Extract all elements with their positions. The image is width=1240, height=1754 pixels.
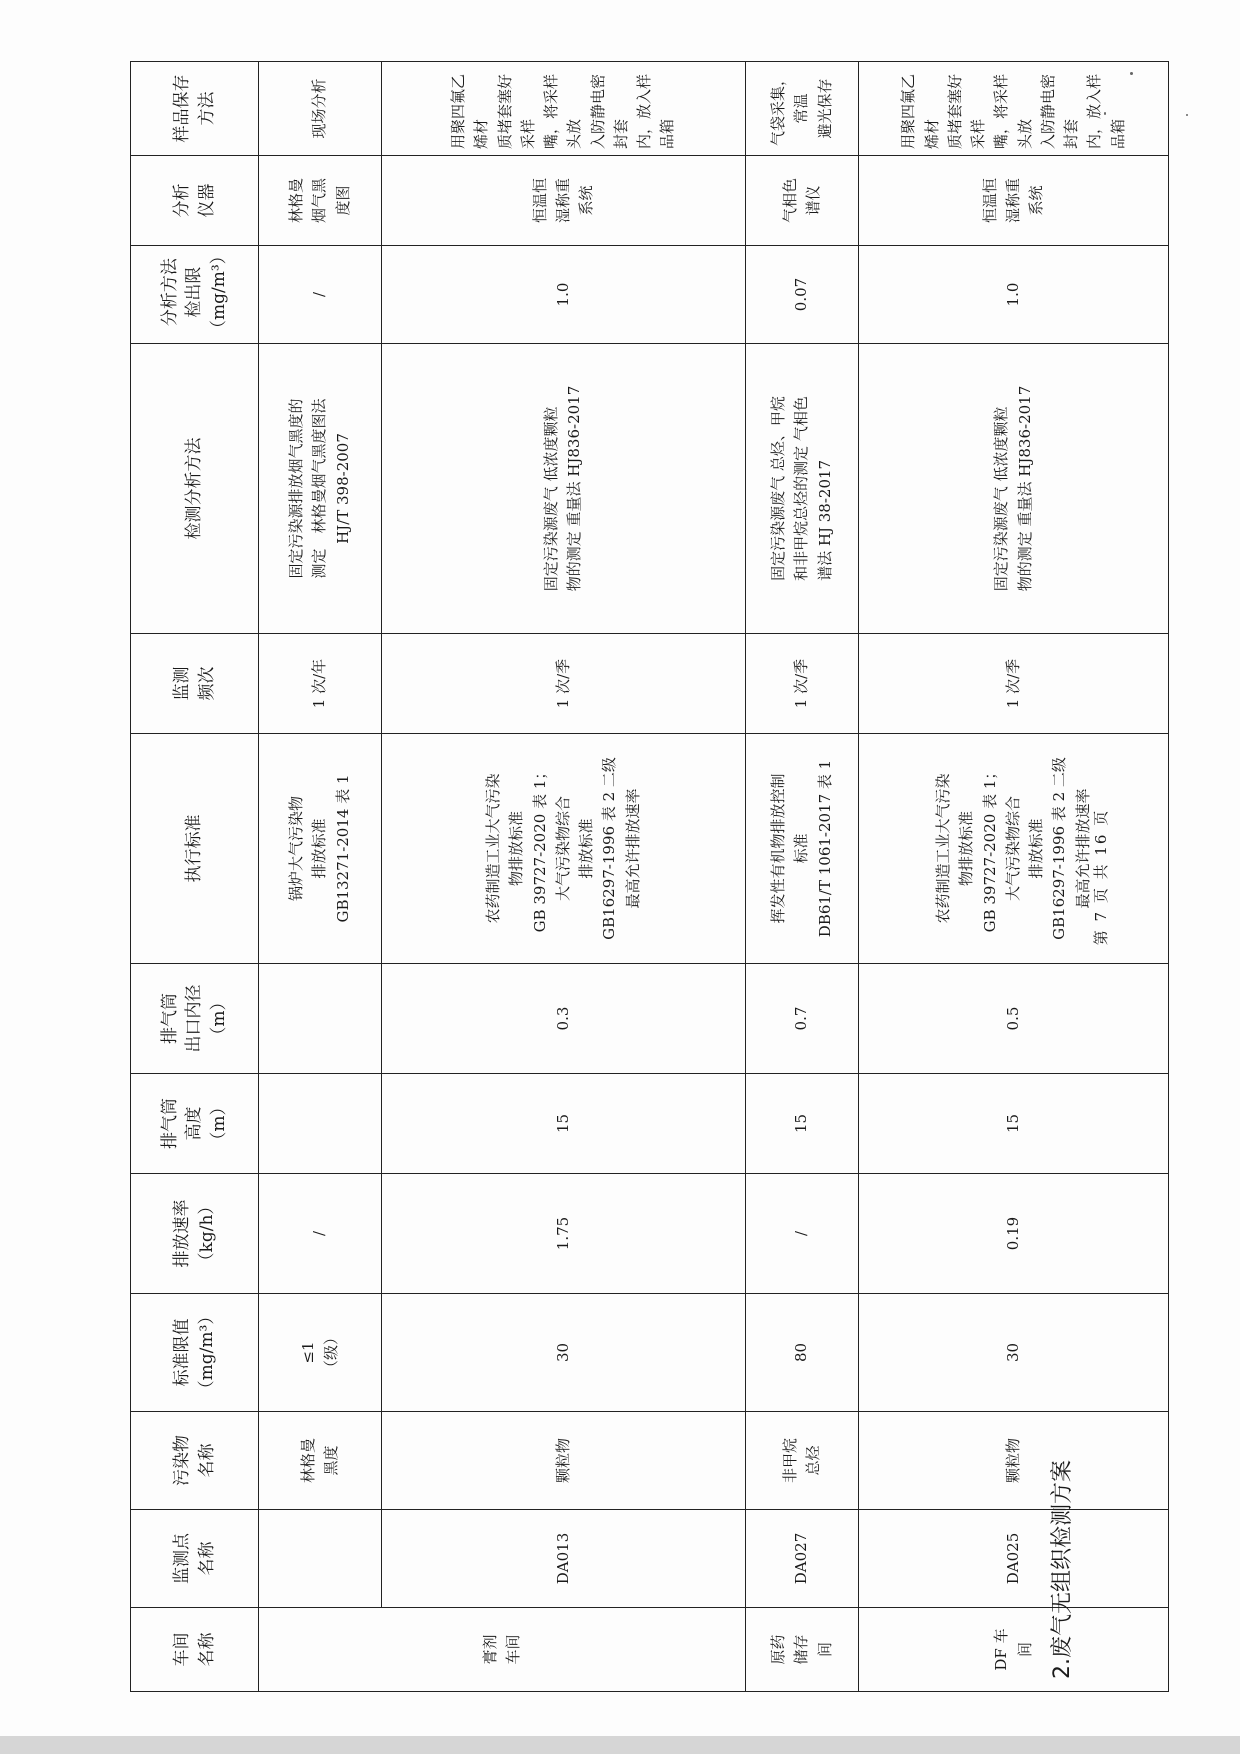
- table-row: [859, 62, 1169, 1692]
- cell-workshop: DF 车 间: [859, 1608, 1169, 1692]
- header-detection-limit: 分析方法 检出限 （mg/m³）: [131, 246, 259, 344]
- cell-storage: 用聚四氟乙烯材 质堵套塞好采样 嘴，将采样头放 入防静电密封套 内，放入样品箱: [859, 62, 1169, 156]
- scan-speck: [1104, 112, 1106, 115]
- cell-limit: 80: [745, 1294, 858, 1412]
- cell-limit: 30: [381, 1294, 745, 1412]
- cell-standard: 农药制造工业大气污染 物排放标准 GB 39727-2020 表 1； 大气污染物综合 排放标准 GB16297-1996 表 2 二级 最高允许排放速率: [381, 734, 745, 964]
- table-row: [381, 62, 745, 1692]
- header-height: 排气筒 高度 （m）: [131, 1074, 259, 1174]
- cell-instrument: 恒温恒 湿称重 系统: [859, 156, 1169, 246]
- cell-pollutant: 颗粒物: [381, 1412, 745, 1510]
- cell-detection-limit: 1.0: [381, 246, 745, 344]
- cell-detection-limit: /: [259, 246, 382, 344]
- cell-height: 15: [381, 1074, 745, 1174]
- cell-diameter: [259, 964, 382, 1074]
- monitoring-plan-table: [130, 61, 1169, 1692]
- header-standard: 执行标准: [131, 734, 259, 964]
- cell-limit: ≤1 （级）: [259, 1294, 382, 1412]
- cell-instrument: 气相色 谱仪: [745, 156, 858, 246]
- page-number: 第 7 页 共 16 页: [1092, 808, 1110, 946]
- cell-standard: 农药制造工业大气污染 物排放标准 GB 39727-2020 表 1； 大气污染物综合 排放标准 GB16297-1996 表 2 二级 最高允许排放速率: [859, 734, 1169, 964]
- cell-frequency: 1 次/季: [859, 634, 1169, 734]
- cell-storage: 用聚四氟乙烯材 质堵套塞好采样 嘴，将采样头放 入防静电密封套 内，放入样品箱: [381, 62, 745, 156]
- section-heading: 2.废气无组织检测方案: [1050, 1460, 1075, 1679]
- cell-method: 固定污染源排放烟气黑度的 测定 林格曼烟气黑度图法 HJ/T 398-2007: [259, 344, 382, 634]
- header-workshop: 车间 名称: [131, 1608, 259, 1692]
- cell-pollutant: 非甲烷 总烃: [745, 1412, 858, 1510]
- cell-diameter: 0.7: [745, 964, 858, 1074]
- header-point: 监测点 名称: [131, 1510, 259, 1608]
- cell-detection-limit: 0.07: [745, 246, 858, 344]
- cell-standard: 挥发性有机物排放控制 标准 DB61/T 1061-2017 表 1: [745, 734, 858, 964]
- cell-height: 15: [859, 1074, 1169, 1174]
- cell-rate: 0.19: [859, 1174, 1169, 1294]
- scan-bottom-edge: [0, 1736, 1240, 1754]
- cell-limit: 30: [859, 1294, 1169, 1412]
- cell-point: DA013: [381, 1510, 745, 1608]
- cell-diameter: 0.5: [859, 964, 1169, 1074]
- cell-pollutant: 林格曼 黑度: [259, 1412, 382, 1510]
- cell-storage: 气袋采集，常温 避光保存: [745, 62, 858, 156]
- cell-rate: /: [745, 1174, 858, 1294]
- cell-pollutant: 颗粒物: [859, 1412, 1169, 1510]
- cell-rate: /: [259, 1174, 382, 1294]
- cell-workshop: 膏剂 车间: [259, 1608, 746, 1692]
- cell-height: [259, 1074, 382, 1174]
- scan-speck: [1186, 114, 1188, 116]
- cell-frequency: 1 次/季: [745, 634, 858, 734]
- header-rate: 排放速率 （kg/h）: [131, 1174, 259, 1294]
- cell-frequency: 1 次/季: [381, 634, 745, 734]
- cell-method: 固定污染源废气 总烃、甲烷 和非甲烷总烃的测定 气相色 谱法 HJ 38-2017: [745, 344, 858, 634]
- header-diameter: 排气筒 出口内径 （m）: [131, 964, 259, 1074]
- table-row: [259, 62, 382, 1692]
- cell-diameter: 0.3: [381, 964, 745, 1074]
- header-storage: 样品保存方法: [131, 62, 259, 156]
- table-header-row: [131, 62, 259, 1692]
- header-instrument: 分析 仪器: [131, 156, 259, 246]
- cell-instrument: 恒温恒 湿称重 系统: [381, 156, 745, 246]
- cell-method: 固定污染源废气 低浓度颗粒 物的测定 重量法 HJ836-2017: [859, 344, 1169, 634]
- scan-speck: [1130, 72, 1133, 75]
- cell-detection-limit: 1.0: [859, 246, 1169, 344]
- header-limit: 标准限值 （mg/m³）: [131, 1294, 259, 1412]
- cell-point: DA027: [745, 1510, 858, 1608]
- header-frequency: 监测 频次: [131, 634, 259, 734]
- cell-standard: 锅炉大气污染物 排放标准 GB13271-2014 表 1: [259, 734, 382, 964]
- cell-frequency: 1 次/年: [259, 634, 382, 734]
- header-method: 检测分析方法: [131, 344, 259, 634]
- cell-rate: 1.75: [381, 1174, 745, 1294]
- cell-workshop: 原药 储存 间: [745, 1608, 858, 1692]
- cell-storage: 现场分析: [259, 62, 382, 156]
- cell-height: 15: [745, 1074, 858, 1174]
- cell-method: 固定污染源废气 低浓度颗粒 物的测定 重量法 HJ836-2017: [381, 344, 745, 634]
- cell-point: [259, 1510, 382, 1608]
- header-pollutant: 污染物 名称: [131, 1412, 259, 1510]
- cell-point: DA025: [859, 1510, 1169, 1608]
- cell-instrument: 林格曼 烟气黑 度图: [259, 156, 382, 246]
- table-row: [745, 62, 858, 1692]
